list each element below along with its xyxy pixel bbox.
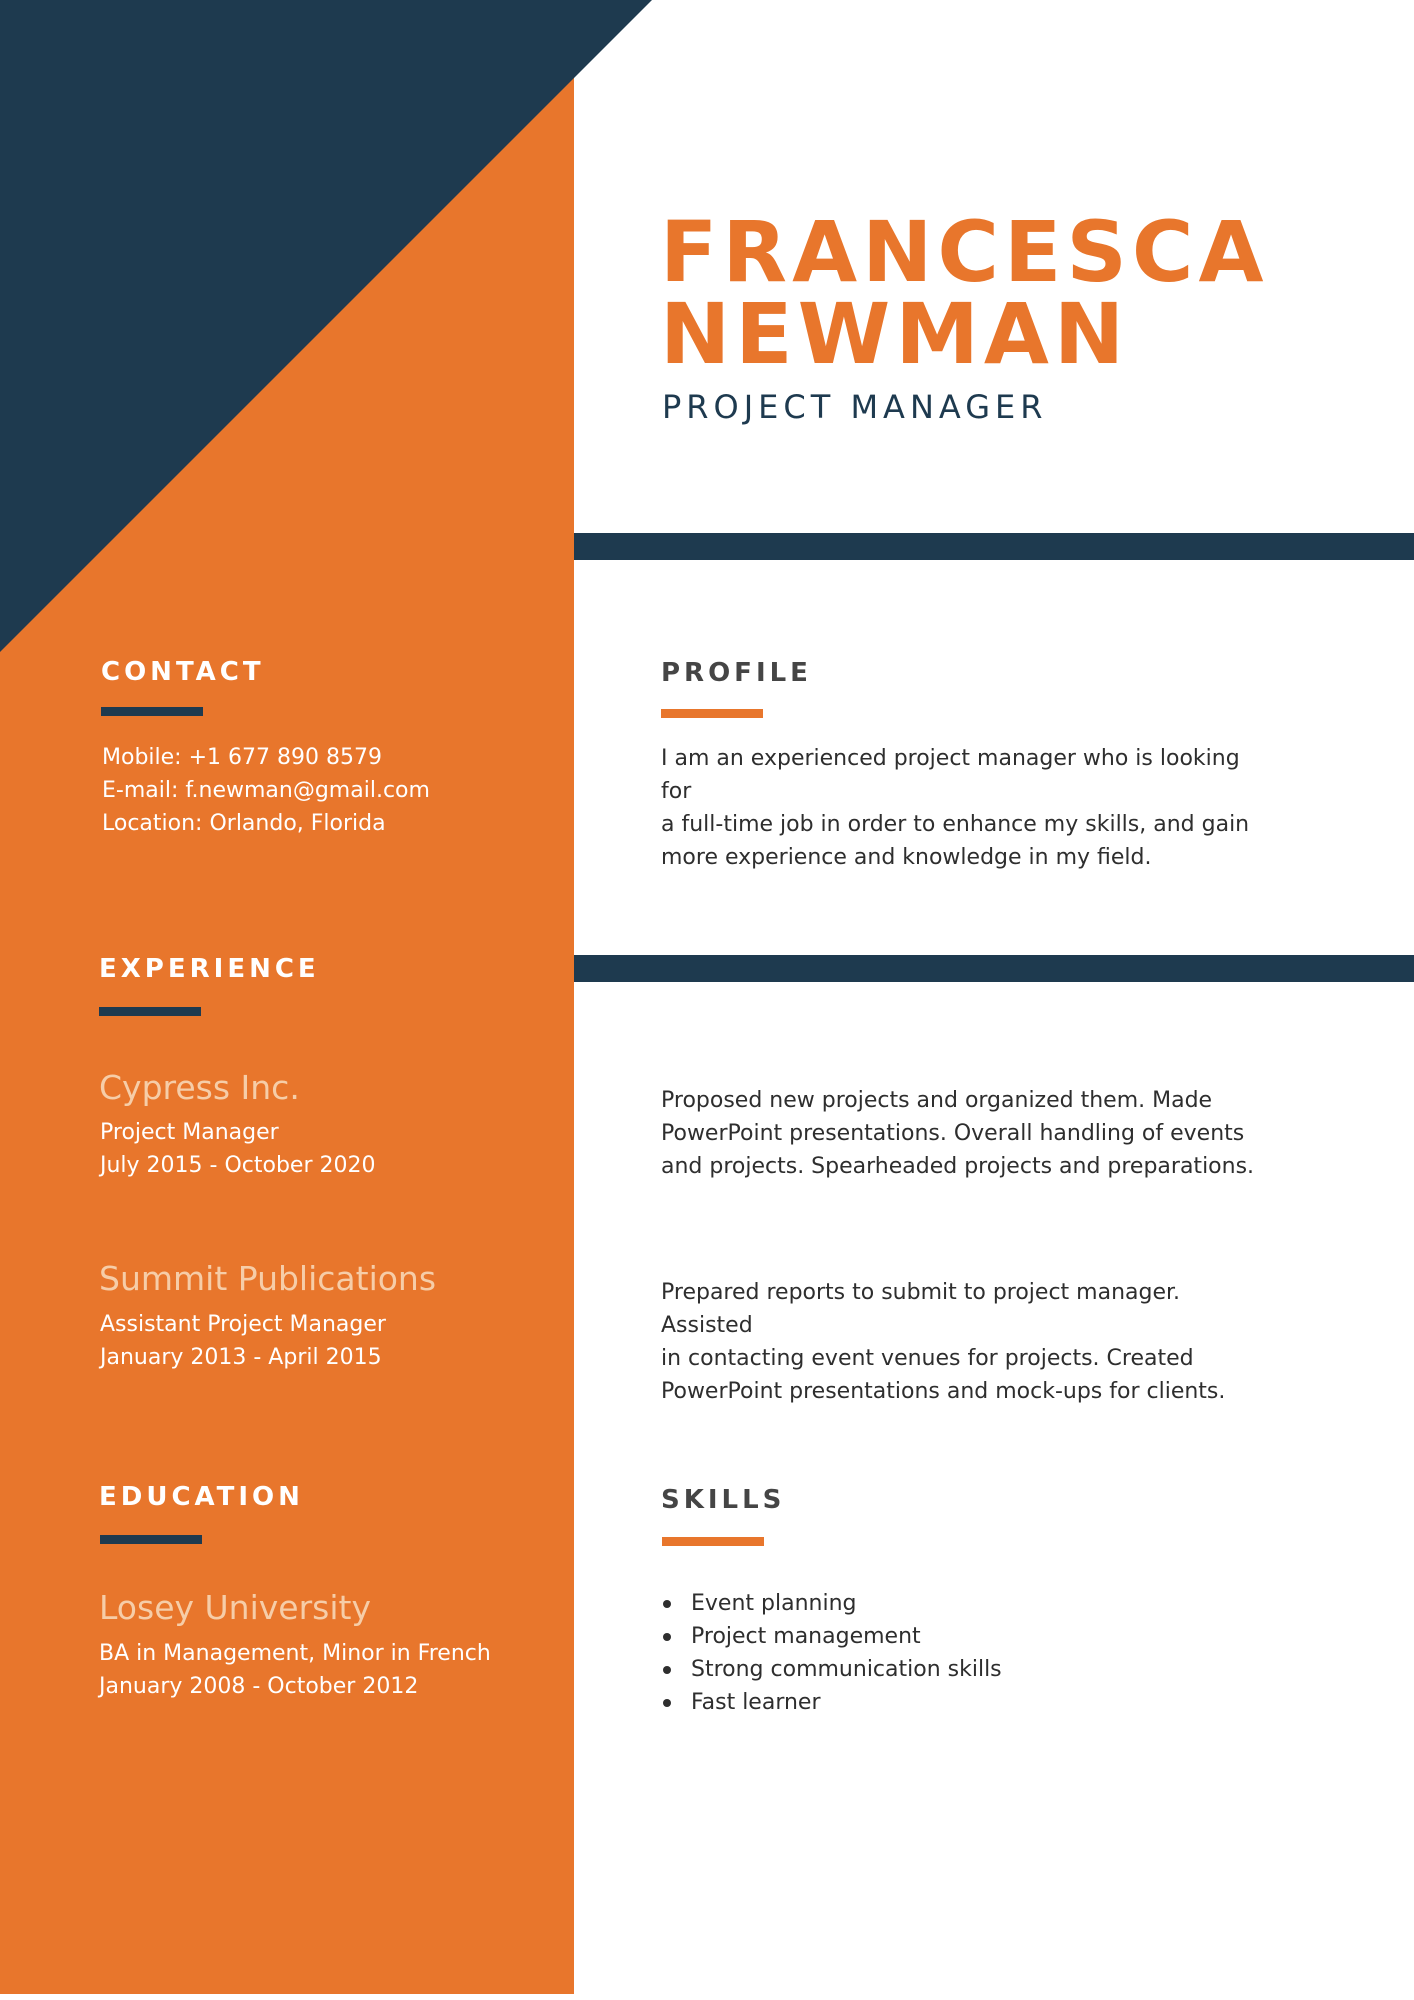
experience-description bbox=[661, 1084, 1261, 1183]
experience-dates: July 2015 - October 2020 bbox=[100, 1153, 376, 1178]
experience-job-details bbox=[100, 1308, 386, 1374]
experience-company: Summit Publications bbox=[99, 1259, 437, 1298]
skills-list bbox=[661, 1587, 1002, 1719]
experience-role: Assistant Project Manager bbox=[100, 1312, 386, 1337]
description-line: PowerPoint presentations. Overall handling of events bbox=[661, 1121, 1245, 1146]
experience-job-details bbox=[100, 1116, 376, 1182]
contact-location: Location: Orlando, Florida bbox=[102, 811, 386, 836]
description-line: in contacting event venues for projects. Created bbox=[661, 1346, 1194, 1371]
education-underline bbox=[100, 1535, 202, 1544]
profile-heading: PROFILE bbox=[661, 658, 812, 688]
profile-underline bbox=[661, 709, 763, 718]
job-title: PROJECT MANAGER bbox=[662, 388, 1048, 426]
name-last: NEWMAN bbox=[660, 285, 1130, 383]
skills-underline bbox=[662, 1537, 764, 1546]
skill-label: Event planning bbox=[691, 1591, 857, 1616]
top-divider-band bbox=[574, 533, 1414, 560]
profile-line: I am an experienced project manager who is looking for bbox=[661, 746, 1240, 804]
experience-company: Cypress Inc. bbox=[99, 1068, 300, 1107]
skill-item bbox=[661, 1620, 1002, 1653]
contact-mobile: Mobile: +1 677 890 8579 bbox=[102, 745, 382, 770]
experience-heading: EXPERIENCE bbox=[99, 954, 320, 984]
profile-line: more experience and knowledge in my field. bbox=[661, 845, 1152, 870]
profile-text bbox=[661, 742, 1261, 874]
skill-item bbox=[661, 1587, 1002, 1620]
description-line: PowerPoint presentations and mock-ups for clients. bbox=[661, 1379, 1226, 1404]
skill-label: Fast learner bbox=[691, 1690, 821, 1715]
skill-label: Strong communication skills bbox=[691, 1657, 1002, 1682]
name-first: FRANCESCA bbox=[660, 203, 1269, 301]
skills-heading: SKILLS bbox=[661, 1485, 786, 1515]
corner-triangle-decoration bbox=[0, 0, 652, 652]
experience-underline bbox=[99, 1007, 201, 1016]
education-details bbox=[99, 1637, 491, 1703]
experience-description bbox=[661, 1276, 1261, 1408]
experience-role: Project Manager bbox=[100, 1120, 279, 1145]
bullet-icon bbox=[663, 1600, 671, 1608]
contact-underline bbox=[101, 707, 203, 716]
contact-details bbox=[102, 741, 430, 840]
education-degree: BA in Management, Minor in French bbox=[99, 1641, 491, 1666]
bullet-icon bbox=[663, 1666, 671, 1674]
skill-item bbox=[661, 1653, 1002, 1686]
experience-dates: January 2013 - April 2015 bbox=[100, 1345, 382, 1370]
education-dates: January 2008 - October 2012 bbox=[99, 1674, 419, 1699]
description-line: Prepared reports to submit to project manager. Assisted bbox=[661, 1280, 1181, 1338]
skill-item bbox=[661, 1686, 1002, 1719]
contact-email: E-mail: f.newman@gmail.com bbox=[102, 778, 430, 803]
skill-label: Project management bbox=[691, 1624, 921, 1649]
description-line: Proposed new projects and organized them. Made bbox=[661, 1088, 1213, 1113]
contact-heading: CONTACT bbox=[101, 657, 265, 687]
education-school: Losey University bbox=[99, 1588, 371, 1627]
bullet-icon bbox=[663, 1699, 671, 1707]
description-line: and projects. Spearheaded projects and preparations. bbox=[661, 1154, 1255, 1179]
bullet-icon bbox=[663, 1633, 671, 1641]
education-heading: EDUCATION bbox=[99, 1482, 304, 1512]
profile-line: a full-time job in order to enhance my skills, and gain bbox=[661, 812, 1250, 837]
middle-divider-band bbox=[574, 955, 1414, 982]
